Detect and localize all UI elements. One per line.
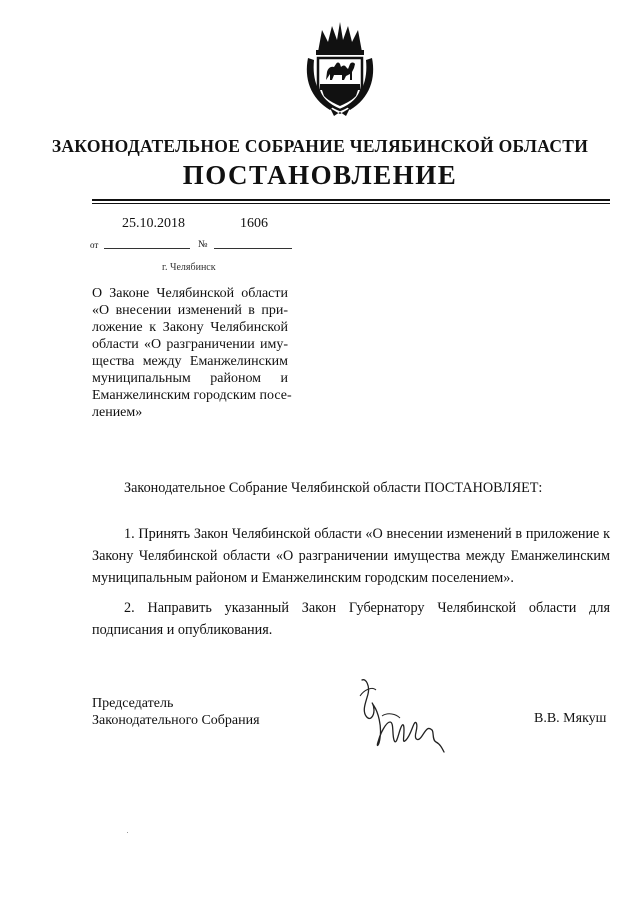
date-prefix-label: от	[90, 240, 99, 250]
organization-title: ЗАКОНОДАТЕЛЬНОЕ СОБРАНИЕ ЧЕЛЯБИНСКОЙ ОБЛАСТИ	[51, 136, 589, 156]
city-label: г. Челябинск	[162, 262, 216, 273]
subject-line: щества между Еманжелинским	[92, 354, 288, 369]
subject-line: муниципальным районом и	[92, 371, 288, 386]
scan-dot	[127, 832, 128, 833]
preamble: Законодательное Собрание Челябинской области ПОСТАНОВЛЯЕТ:	[124, 480, 543, 496]
item-line: 1. Принять Закон Челябинской области «О внесении изменений в приложение к	[124, 526, 610, 542]
signer-position-line: Законодательного Собрания	[92, 713, 260, 728]
number-underline	[214, 248, 292, 249]
resolution-item-2	[92, 597, 610, 641]
header-rule-thin	[92, 203, 610, 204]
number-prefix-label: №	[198, 239, 208, 250]
signer-position	[92, 695, 260, 729]
document-subject	[92, 285, 292, 421]
date-underline	[104, 248, 190, 249]
signer-position-line: Председатель	[92, 696, 174, 711]
subject-line: Еманжелинским городским посе-	[92, 388, 292, 403]
item-line: 2. Направить указанный Закон Губернатору Челябинской области для	[124, 600, 610, 616]
item-line: муниципальным районом и Еманжелинским городским поселением».	[92, 570, 514, 586]
document-type-title: ПОСТАНОВЛЕНИЕ	[182, 160, 458, 190]
subject-line: лением»	[92, 405, 143, 420]
resolution-item-1	[92, 523, 610, 589]
item-line: Закону Челябинской области «О разграничении имущества между Еманжелинским	[92, 548, 610, 564]
subject-line: О Законе Челябинской области	[92, 286, 288, 301]
signer-name: В.В. Мякуш	[534, 711, 607, 726]
coat-of-arms-icon	[300, 18, 380, 118]
document-number: 1606	[240, 216, 268, 231]
document-date: 25.10.2018	[122, 216, 185, 231]
header-rule-thick	[92, 199, 610, 201]
subject-line: области «О разграничении иму-	[92, 337, 288, 352]
handwritten-signature	[352, 676, 452, 756]
subject-line: «О внесении изменений в при-	[92, 303, 288, 318]
item-line: подписания и опубликования.	[92, 622, 273, 638]
subject-line: ложение к Закону Челябинской	[92, 320, 288, 335]
